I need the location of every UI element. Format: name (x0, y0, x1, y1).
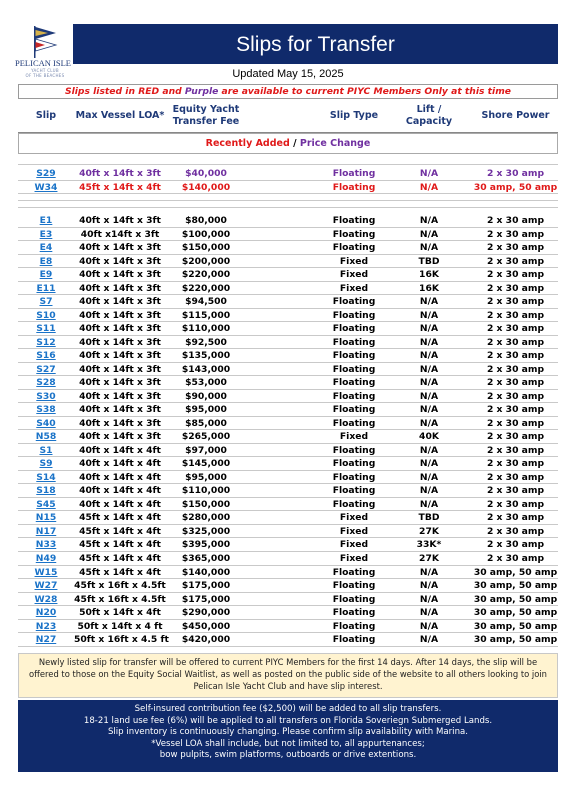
logo-subtitle: YACHT CLUB (31, 68, 59, 73)
cell-loa: 45ft x 14ft x 4ft (79, 525, 161, 537)
cell-power: 2 x 30 amp (486, 525, 545, 537)
cell-lift: N/A (419, 228, 439, 240)
cell-loa: 45ft x 14ft x 4ft (79, 553, 161, 564)
table-row (18, 349, 558, 363)
cell-loa: 40ft x 14ft x 3ft (79, 309, 161, 321)
cell-type: Floating (332, 458, 376, 470)
slip-link[interactable]: N27 (35, 634, 57, 646)
cell-loa: 40ft x14ft x 3ft (80, 228, 160, 240)
cell-type: Floating (332, 168, 376, 179)
row-divider (18, 164, 558, 165)
col-header-slip: Slip (35, 109, 57, 121)
cell-loa: 40ft x 14ft x 3ft (79, 255, 161, 267)
fees-note-line: bow pulpits, swim platforms, outboards or drive extentions. (159, 750, 417, 761)
cell-type: Floating (332, 181, 376, 193)
cell-fee: $80,000 (185, 215, 227, 226)
slip-link[interactable]: N23 (35, 620, 57, 632)
cell-loa: 40ft x 14ft x 3ft (79, 417, 161, 429)
table-row (18, 295, 558, 309)
cell-fee: $365,000 (181, 553, 231, 564)
cell-power: 2 x 30 amp (486, 282, 545, 294)
table-row (18, 181, 558, 195)
row-divider (18, 207, 558, 208)
table-row (18, 457, 558, 471)
cell-lift: N/A (419, 377, 439, 389)
cell-lift: N/A (419, 458, 439, 470)
cell-type: Floating (332, 296, 376, 308)
col-header-power: Shore Power (481, 109, 550, 121)
cell-type: Fixed (339, 269, 369, 281)
slip-link[interactable]: S28 (36, 377, 56, 389)
cell-type: Floating (332, 390, 376, 402)
slip-link[interactable]: W15 (34, 566, 58, 578)
cell-power: 2 x 30 amp (486, 512, 545, 524)
cell-power: 30 amp, 50 amp (473, 580, 558, 592)
cell-power: 30 amp, 50 amp (473, 181, 558, 193)
cell-loa: 40ft x 14ft x 3ft (79, 242, 161, 254)
slip-link[interactable]: S16 (36, 350, 56, 362)
slip-link[interactable]: E1 (39, 215, 53, 226)
cell-fee: $95,000 (185, 471, 227, 483)
cell-type: Floating (332, 593, 376, 605)
cell-fee: $145,000 (181, 458, 231, 470)
slip-link[interactable]: N58 (35, 431, 57, 443)
cell-lift: N/A (419, 593, 439, 605)
table-row (18, 484, 558, 498)
slip-link[interactable]: E11 (36, 282, 56, 294)
cell-fee: $220,000 (181, 269, 231, 281)
cell-lift: N/A (419, 417, 439, 429)
cell-type: Floating (332, 566, 376, 578)
slip-link[interactable]: S14 (36, 471, 56, 483)
cell-type: Fixed (339, 512, 369, 524)
cell-lift: N/A (419, 181, 439, 193)
slip-link[interactable]: S7 (39, 296, 53, 308)
cell-fee: $290,000 (181, 607, 231, 619)
cell-power: 2 x 30 amp (486, 431, 545, 443)
slip-link[interactable]: N20 (35, 607, 57, 619)
cell-type: Fixed (339, 431, 369, 443)
cell-loa: 50ft x 14ft x 4ft (79, 607, 161, 619)
cell-loa: 45ft x 16ft x 4.5ft (74, 580, 166, 592)
cell-fee: $450,000 (181, 620, 231, 632)
slip-link[interactable]: N33 (35, 539, 57, 551)
cell-type: Fixed (339, 539, 369, 551)
slip-link[interactable]: E4 (39, 242, 53, 254)
cell-loa: 40ft x 14ft x 4ft (79, 444, 161, 456)
cell-loa: 40ft x 14ft x 3ft (79, 377, 161, 389)
cell-loa: 45ft x 14ft x 4ft (79, 566, 161, 578)
cell-lift: TBD (418, 512, 440, 524)
cell-loa: 40ft x 14ft x 3ft (79, 336, 161, 348)
cell-power: 2 x 30 amp (486, 553, 545, 564)
cell-type: Floating (332, 242, 376, 254)
table-row (18, 322, 558, 336)
cell-loa: 45ft x 14ft x 4ft (79, 181, 161, 193)
cell-lift: N/A (419, 620, 439, 632)
row-divider (18, 193, 558, 194)
cell-power: 30 amp, 50 amp (473, 634, 558, 646)
col-header-fee: Equity Yacht Transfer Fee (172, 103, 240, 127)
cell-fee: $175,000 (181, 580, 231, 592)
table-row (18, 511, 558, 525)
cell-power: 2 x 30 amp (486, 417, 545, 429)
slip-link[interactable]: S38 (36, 404, 56, 416)
cell-fee: $110,000 (181, 323, 231, 335)
cell-power: 2 x 30 amp (486, 269, 545, 281)
cell-power: 2 x 30 amp (486, 404, 545, 416)
cell-fee: $280,000 (181, 512, 231, 524)
fees-note-line: Slip inventory is continuously changing. Please confirm slip availability with Marina. (107, 727, 469, 738)
cell-fee: $100,000 (181, 228, 231, 240)
table-header (18, 99, 558, 133)
cell-fee: $150,000 (181, 498, 231, 510)
col-header-lift: Lift / Capacity (405, 103, 453, 127)
table-row (18, 633, 558, 647)
cell-type: Floating (332, 215, 376, 226)
cell-power: 2 x 30 amp (486, 309, 545, 321)
slip-link[interactable]: N15 (35, 512, 57, 524)
cell-power: 2 x 30 amp (486, 215, 545, 226)
cell-lift: N/A (419, 498, 439, 510)
table-row (18, 430, 558, 444)
waitlist-note: Newly listed slip for transfer will be offered to current PIYC Members for the first 14 days. After 14 days, the slip will be offered to those on the Equity Social Waitlist, as well as posted on the public side of the website to all others looking to join Pelican Isle Yacht Club and have slip interest. (18, 653, 558, 698)
table-row (18, 167, 558, 181)
cell-power: 30 amp, 50 amp (473, 607, 558, 619)
col-header-loa: Max Vessel LOA* (75, 109, 165, 121)
cell-power: 2 x 30 amp (486, 228, 545, 240)
cell-lift: N/A (419, 168, 439, 179)
slip-link[interactable]: S9 (39, 458, 53, 470)
cell-type: Fixed (339, 282, 369, 294)
slip-link[interactable]: S1 (39, 444, 53, 456)
logo-subtitle-2: OF THE BEACHES (25, 73, 65, 78)
cell-lift: N/A (419, 242, 439, 254)
slip-link[interactable]: N17 (35, 525, 57, 537)
cell-lift: N/A (419, 566, 439, 578)
slip-link[interactable]: S27 (36, 363, 56, 375)
cell-power: 2 x 30 amp (486, 471, 545, 483)
cell-lift: N/A (419, 336, 439, 348)
slip-link[interactable]: W28 (34, 593, 58, 605)
cell-fee: $265,000 (181, 431, 231, 443)
cell-lift: N/A (419, 323, 439, 335)
cell-fee: $97,000 (185, 444, 227, 456)
cell-type: Floating (332, 485, 376, 497)
cell-lift: 16K (419, 269, 439, 281)
cell-lift: TBD (418, 255, 440, 267)
cell-power: 2 x 30 amp (486, 296, 545, 308)
table-row (18, 566, 558, 580)
cell-fee: $395,000 (181, 539, 231, 551)
cell-loa: 40ft x 14ft x 3ft (79, 350, 161, 362)
cell-fee: $110,000 (181, 485, 231, 497)
slip-link[interactable]: S11 (36, 323, 56, 335)
cell-power: 2 x 30 amp (486, 350, 545, 362)
cell-lift: 33K* (416, 539, 442, 551)
cell-loa: 40ft x 14ft x 3ft (79, 323, 161, 335)
page-title: Slips for Transfer (73, 24, 558, 64)
cell-type: Floating (332, 228, 376, 240)
cell-power: 2 x 30 amp (486, 255, 545, 267)
slip-link[interactable]: E8 (39, 255, 53, 267)
cell-type: Floating (332, 607, 376, 619)
cell-power: 30 amp, 50 amp (473, 593, 558, 605)
cell-fee: $85,000 (185, 417, 227, 429)
cell-fee: $143,000 (181, 363, 231, 375)
cell-loa: 45ft x 14ft x 4ft (79, 539, 161, 551)
slip-link[interactable]: N49 (35, 553, 57, 564)
cell-loa: 50ft x 16ft x 4.5 ft (74, 634, 169, 646)
cell-lift: N/A (419, 607, 439, 619)
members-notice (18, 84, 558, 99)
cell-lift: 27K (419, 525, 439, 537)
cell-lift: N/A (419, 634, 439, 646)
table-row (18, 552, 558, 566)
cell-loa: 40ft x 14ft x 4ft (79, 471, 161, 483)
cell-fee: $94,500 (185, 296, 227, 308)
fees-note (18, 700, 558, 772)
cell-type: Fixed (339, 255, 369, 267)
row-divider (18, 200, 558, 201)
cell-lift: N/A (419, 580, 439, 592)
cell-power: 30 amp, 50 amp (473, 620, 558, 632)
cell-type: Floating (332, 350, 376, 362)
cell-type: Floating (332, 309, 376, 321)
cell-type: Floating (332, 377, 376, 389)
cell-type: Floating (332, 363, 376, 375)
updated-date: Updated May 15, 2025 (232, 68, 344, 80)
cell-type: Floating (332, 444, 376, 456)
cell-fee: $325,000 (181, 525, 231, 537)
recent-separator: / (289, 138, 300, 149)
cell-type: Fixed (339, 525, 369, 537)
cell-type: Floating (332, 417, 376, 429)
slip-link[interactable]: E3 (39, 228, 53, 240)
cell-loa: 50ft x 14ft x 4 ft (77, 620, 163, 632)
slip-link[interactable]: S10 (36, 309, 56, 321)
cell-lift: N/A (419, 390, 439, 402)
cell-power: 2 x 30 amp (486, 498, 545, 510)
cell-fee: $53,000 (185, 377, 227, 389)
cell-fee: $175,000 (181, 593, 231, 605)
cell-type: Floating (332, 404, 376, 416)
notice-red-word: RED (138, 86, 160, 97)
table-row (18, 606, 558, 620)
cell-power: 2 x 30 amp (486, 444, 545, 456)
table-row (18, 376, 558, 390)
cell-power: 2 x 30 amp (486, 539, 545, 551)
cell-fee: $40,000 (185, 168, 227, 179)
cell-type: Floating (332, 471, 376, 483)
slip-link[interactable]: S30 (36, 390, 56, 402)
cell-power: 2 x 30 amp (486, 336, 545, 348)
cell-loa: 40ft x 14ft x 3ft (79, 168, 161, 179)
cell-type: Fixed (339, 553, 369, 564)
cell-lift: N/A (419, 215, 439, 226)
slip-link[interactable]: S18 (36, 485, 56, 497)
cell-loa: 40ft x 14ft x 3ft (79, 296, 161, 308)
cell-fee: $420,000 (181, 634, 231, 646)
cell-power: 2 x 30 amp (486, 485, 545, 497)
recently-added-heading (18, 133, 558, 154)
cell-power: 2 x 30 amp (486, 168, 545, 179)
cell-power: 30 amp, 50 amp (473, 566, 558, 578)
cell-type: Floating (332, 580, 376, 592)
cell-fee: $92,500 (185, 336, 227, 348)
cell-fee: $95,000 (185, 404, 227, 416)
table-row (18, 241, 558, 255)
cell-lift: N/A (419, 444, 439, 456)
slip-link[interactable]: S12 (36, 336, 56, 348)
slip-link[interactable]: S40 (36, 417, 56, 429)
cell-loa: 40ft x 14ft x 3ft (79, 363, 161, 375)
cell-lift: N/A (419, 471, 439, 483)
cell-fee: $140,000 (181, 566, 231, 578)
notice-purple-word: Purple (184, 86, 219, 97)
cell-lift: N/A (419, 296, 439, 308)
cell-fee: $90,000 (185, 390, 227, 402)
cell-loa: 40ft x 14ft x 3ft (79, 282, 161, 294)
cell-loa: 40ft x 14ft x 4ft (79, 498, 161, 510)
cell-lift: 16K (419, 282, 439, 294)
cell-power: 2 x 30 amp (486, 363, 545, 375)
cell-loa: 40ft x 14ft x 3ft (79, 431, 161, 443)
fees-note-line: Self-insured contribution fee ($2,500) will be added to all slip transfers. (134, 704, 442, 714)
slip-link[interactable]: W34 (34, 181, 58, 193)
cell-loa: 40ft x 14ft x 4ft (79, 485, 161, 497)
cell-loa: 40ft x 14ft x 3ft (79, 390, 161, 402)
cell-power: 2 x 30 amp (486, 377, 545, 389)
notice-text-3: are available to current PIYC Members Only at this time (218, 86, 512, 97)
cell-lift: N/A (419, 485, 439, 497)
cell-type: Floating (332, 323, 376, 335)
cell-lift: N/A (419, 350, 439, 362)
cell-fee: $150,000 (181, 242, 231, 254)
cell-power: 2 x 30 amp (486, 458, 545, 470)
cell-fee: $140,000 (181, 181, 231, 193)
cell-fee: $135,000 (181, 350, 231, 362)
cell-lift: N/A (419, 404, 439, 416)
table-row (18, 268, 558, 282)
cell-lift: N/A (419, 309, 439, 321)
logo-name: PELICAN ISLE (15, 58, 71, 68)
cell-lift: N/A (419, 363, 439, 375)
slip-link[interactable]: S29 (36, 168, 56, 179)
cell-fee: $200,000 (181, 255, 231, 267)
cell-loa: 45ft x 14ft x 4ft (79, 512, 161, 524)
cell-loa: 40ft x 14ft x 3ft (79, 215, 161, 226)
cell-power: 2 x 30 amp (486, 242, 545, 254)
cell-power: 2 x 30 amp (486, 323, 545, 335)
notice-text-2: and (159, 86, 185, 97)
table-row (18, 228, 558, 242)
fees-note-line: 18-21 land use fee (6%) will be applied to all transfers on Florida Soveriegn Submerged Lands. (83, 715, 493, 726)
cell-loa: 45ft x 16ft x 4.5ft (74, 593, 166, 605)
burgee-flag-icon (31, 24, 59, 58)
fees-note-line: *Vessel LOA shall include, but not limited to, all appurtenances; (151, 738, 425, 749)
price-change-label: Price Change (299, 138, 371, 149)
slip-link[interactable]: E9 (39, 269, 53, 281)
cell-type: Floating (332, 336, 376, 348)
cell-power: 2 x 30 amp (486, 390, 545, 402)
cell-type: Floating (332, 498, 376, 510)
cell-lift: 40K (419, 431, 439, 443)
slip-link[interactable]: S45 (36, 498, 56, 510)
cell-loa: 40ft x 14ft x 3ft (79, 404, 161, 416)
cell-loa: 40ft x 14ft x 4ft (79, 458, 161, 470)
cell-lift: 27K (419, 553, 439, 564)
table-row (18, 579, 558, 593)
cell-fee: $220,000 (181, 282, 231, 294)
cell-fee: $115,000 (181, 309, 231, 321)
table-row (18, 214, 558, 228)
cell-type: Floating (332, 634, 376, 646)
notice-text-1: Slips listed in (64, 86, 139, 97)
cell-loa: 40ft x 14ft x 3ft (79, 269, 161, 281)
row-divider (18, 646, 558, 647)
slip-link[interactable]: W27 (34, 580, 58, 592)
cell-type: Floating (332, 620, 376, 632)
table-row (18, 403, 558, 417)
col-header-type: Slip Type (329, 109, 379, 121)
recent-label: Recently Added (205, 138, 290, 149)
table-row (18, 538, 558, 552)
